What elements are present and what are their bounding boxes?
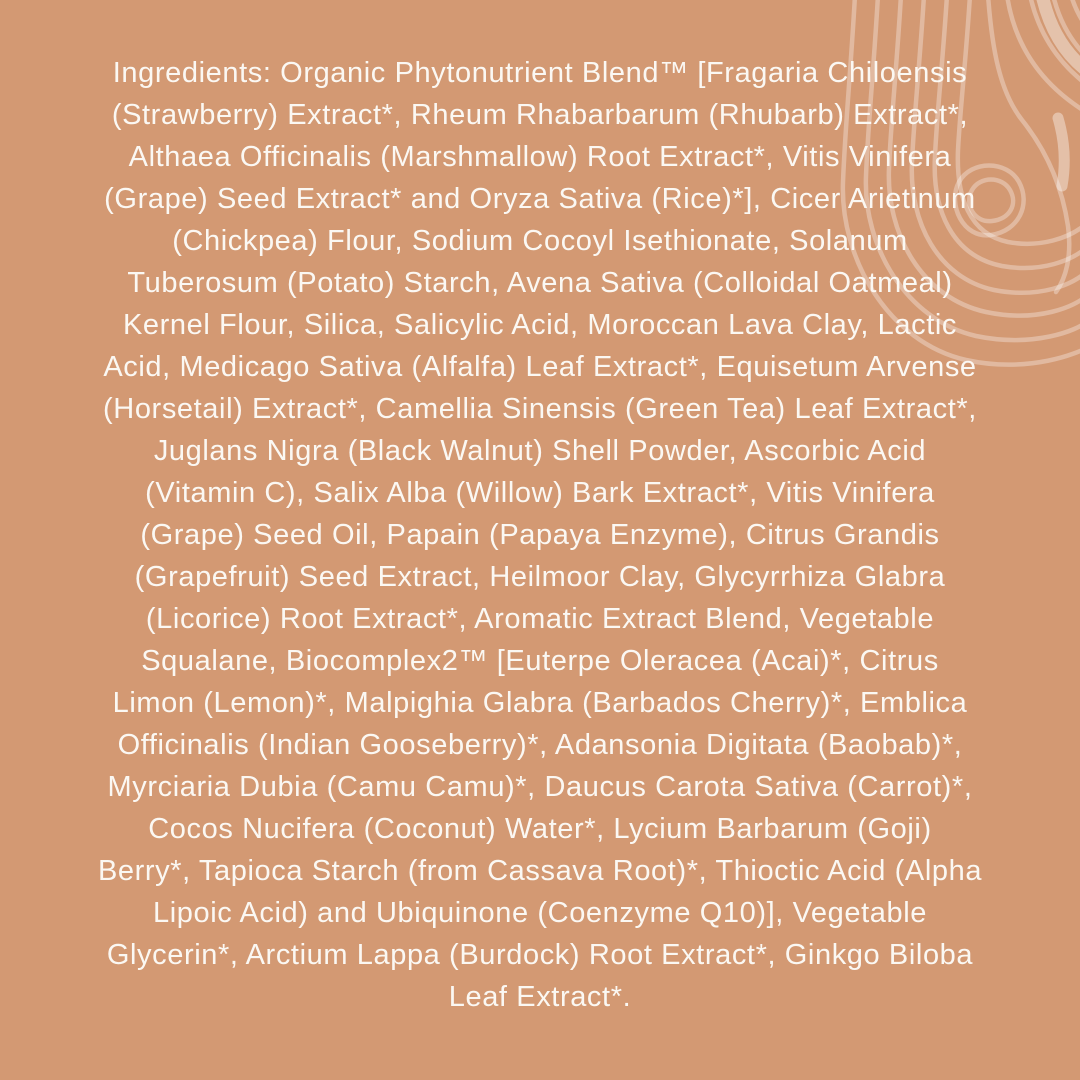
ingredients-text: [0, 52, 1080, 1018]
ingredients-line: (Licorice) Root Extract*, Aromatic Extract Blend, Vegetable: [145, 603, 935, 635]
ingredients-line: Limon (Lemon)*, Malpighia Glabra (Barbados Cherry)*, Emblica: [112, 687, 968, 719]
ingredients-line: Myrciaria Dubia (Camu Camu)*, Daucus Carota Sativa (Carrot)*,: [107, 771, 973, 803]
ingredients-line: (Grape) Seed Extract* and Oryza Sativa (Rice)*], Cicer Arietinum: [104, 183, 976, 215]
ingredients-line: Ingredients: Organic Phytonutrient Blend™ [Fragaria Chiloensis: [112, 57, 968, 89]
ingredients-line: Althaea Officinalis (Marshmallow) Root Extract*, Vitis Vinifera: [128, 141, 952, 173]
ingredients-line: Lipoic Acid) and Ubiquinone (Coenzyme Q10)], Vegetable: [153, 897, 927, 929]
ingredients-line: Berry*, Tapioca Starch (from Cassava Root)*, Thioctic Acid (Alpha: [97, 855, 983, 887]
ingredients-line: Cocos Nucifera (Coconut) Water*, Lycium Barbarum (Goji): [148, 813, 932, 845]
ingredients-line: Glycerin*, Arctium Lappa (Burdock) Root Extract*, Ginkgo Biloba: [106, 939, 974, 971]
ingredients-line: (Grape) Seed Oil, Papain (Papaya Enzyme), Citrus Grandis: [140, 519, 940, 551]
ingredients-line: Acid, Medicago Sativa (Alfalfa) Leaf Extract*, Equisetum Arvense: [103, 351, 977, 383]
ingredients-line: Squalane, Biocomplex2™ [Euterpe Oleracea (Acai)*, Citrus: [141, 645, 939, 677]
ingredients-line: (Chickpea) Flour, Sodium Cocoyl Isethionate, Solanum: [172, 225, 908, 257]
ingredients-line: (Grapefruit) Seed Extract, Heilmoor Clay, Glycyrrhiza Glabra: [134, 561, 946, 593]
ingredients-line: Juglans Nigra (Black Walnut) Shell Powder, Ascorbic Acid: [153, 435, 927, 467]
ingredients-line: Leaf Extract*.: [448, 981, 632, 1013]
ingredients-line: Kernel Flour, Silica, Salicylic Acid, Moroccan Lava Clay, Lactic: [122, 309, 958, 341]
ingredients-line: Tuberosum (Potato) Starch, Avena Sativa (Colloidal Oatmeal): [127, 267, 953, 299]
ingredients-line: Officinalis (Indian Gooseberry)*, Adansonia Digitata (Baobab)*,: [117, 729, 963, 761]
ingredients-line: (Vitamin C), Salix Alba (Willow) Bark Extract*, Vitis Vinifera: [145, 477, 935, 509]
ingredients-line: (Horsetail) Extract*, Camellia Sinensis (Green Tea) Leaf Extract*,: [103, 393, 977, 425]
ingredients-line: (Strawberry) Extract*, Rheum Rhabarbarum (Rhubarb) Extract*,: [111, 99, 969, 131]
